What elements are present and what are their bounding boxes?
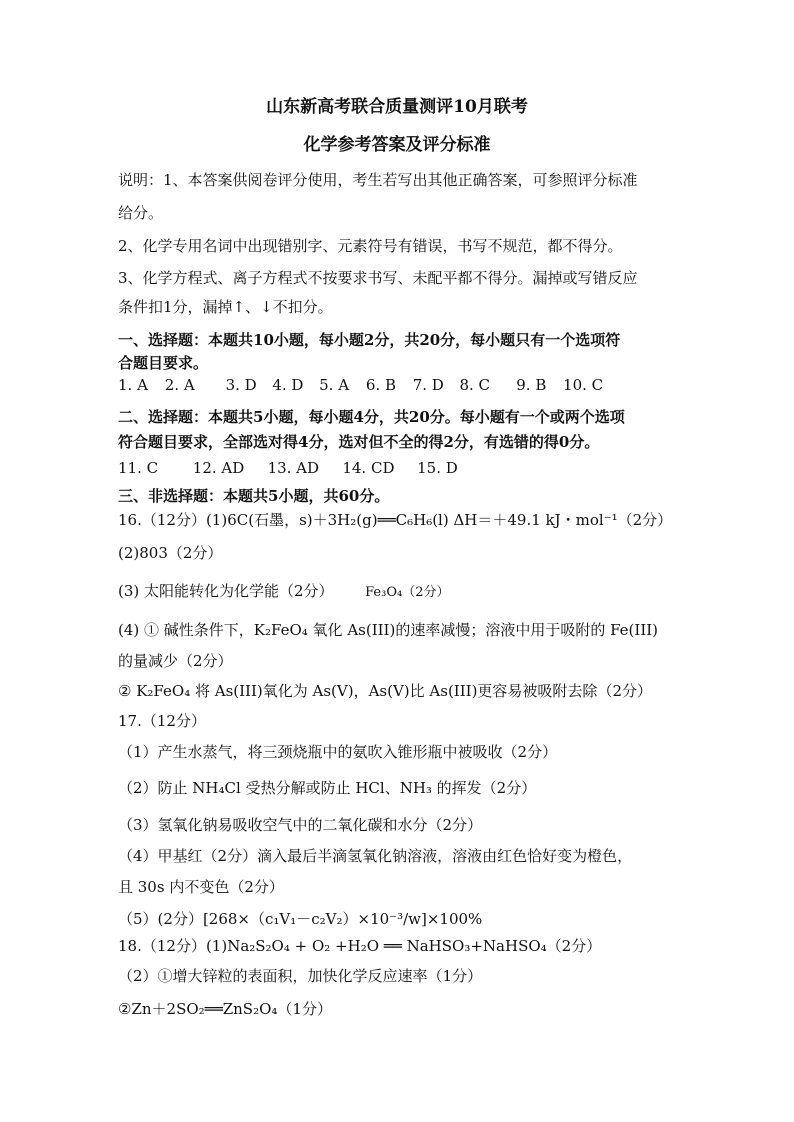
answer-10: 10. C bbox=[563, 376, 604, 394]
answer-3: 3. D bbox=[225, 376, 257, 394]
answer-11: 11. C bbox=[118, 459, 159, 477]
section2-heading-2: 符合题目要求，全部选对得4分，选对但不全的得2分，有选错的得0分。 bbox=[118, 433, 600, 451]
note-line-2: 给分。 bbox=[118, 204, 164, 222]
q16-line-1: 16.（12分）(1)6C(石墨，s)＋3H₂(g)══C₆H₆(l) ΔH＝＋49.1 kJ・mol⁻¹（2分） bbox=[118, 511, 673, 529]
q17-line-6: 且 30s 内不变色（2分） bbox=[118, 878, 284, 896]
q16-part3-answer: (3) 太阳能转化为化学能（2分） bbox=[118, 582, 334, 600]
q18-line-1: 18.（12分）(1)Na₂S₂O₄ + O₂ +H₂O ══ NaHSO₃+NaHSO₄（2分） bbox=[118, 937, 602, 955]
answer-1: 1. A bbox=[118, 376, 148, 394]
answer-2: 2. A bbox=[164, 376, 195, 394]
q16-line-4: (4) ① 碱性条件下，K₂FeO₄ 氧化 As(III)的速率减慢；溶液中用于吸附的 Fe(III) bbox=[118, 621, 659, 639]
answer-4: 4. D bbox=[272, 376, 304, 394]
note-line-3: 2、化学专用名词中出现错别字、元素符号有错误，书写不规范，都不得分。 bbox=[118, 237, 623, 255]
answer-9: 9. B bbox=[516, 376, 547, 394]
q18-line-3: ②Zn＋2SO₂══ZnS₂O₄（1分） bbox=[118, 1000, 332, 1018]
section3-heading: 三、非选择题：本题共5小题，共60分。 bbox=[118, 487, 390, 505]
q16-line-2: (2)803（2分） bbox=[118, 544, 223, 562]
note-line-4: 3、化学方程式、离子方程式不按要求书写、未配平都不得分。漏掉或写错反应 bbox=[118, 269, 638, 287]
q17-line-3: （2）防止 NH₄Cl 受热分解或防止 HCl、NH₃ 的挥发（2分） bbox=[118, 779, 537, 797]
q16-line-5: 的量减少（2分） bbox=[118, 652, 233, 670]
answer-13: 13. AD bbox=[267, 459, 320, 477]
q16-line-6: ② K₂FeO₄ 将 As(III)氧化为 As(V)，As(V)比 As(III)更容易被吸附去除（2分） bbox=[118, 682, 652, 700]
answer-7: 7. D bbox=[412, 376, 444, 394]
q18-line-2: （2）①增大锌粒的表面积，加快化学反应速率（1分） bbox=[118, 967, 483, 985]
answer-14: 14. CD bbox=[342, 459, 395, 477]
note-line-1: 说明：1、本答案供阅卷评分使用，考生若写出其他正确答案，可参照评分标准 bbox=[118, 171, 638, 189]
section2-heading-1: 二、选择题：本题共5小题，每小题4分，共20分。每小题有一个或两个选项 bbox=[118, 408, 625, 426]
answer-8: 8. C bbox=[459, 376, 491, 394]
answer-15: 15. D bbox=[417, 459, 458, 477]
document-title: 山东新高考联合质量测评10月联考 bbox=[266, 97, 528, 117]
section1-answers bbox=[118, 375, 605, 395]
section1-heading-2: 合题目要求。 bbox=[118, 354, 209, 372]
q17-line-4: （3）氢氧化钠易吸收空气中的二氧化碳和水分（2分） bbox=[118, 816, 483, 834]
q17-line-1: 17.（12分） bbox=[118, 712, 206, 730]
section1-heading-1: 一、选择题：本题共10小题，每小题2分，共20分，每小题只有一个选项符 bbox=[118, 331, 621, 349]
answer-6: 6. B bbox=[365, 376, 397, 394]
q16-line-3 bbox=[118, 581, 449, 603]
section2-answers bbox=[118, 458, 467, 478]
document-subtitle: 化学参考答案及评分标准 bbox=[303, 135, 491, 155]
answer-5: 5. A bbox=[319, 376, 350, 394]
answer-12: 12. AD bbox=[192, 459, 245, 477]
note-line-5: 条件扣1分，漏掉↑、↓不扣分。 bbox=[118, 298, 333, 316]
q17-line-7: （5）(2分）[268×（c₁V₁－c₂V₂）×10⁻³/w]×100% bbox=[118, 910, 483, 928]
q16-part3-formula: Fe₃O₄（2分） bbox=[365, 585, 450, 600]
q17-line-2: （1）产生水蒸气，将三颈烧瓶中的氨吹入锥形瓶中被吸收（2分） bbox=[118, 743, 558, 761]
q17-line-5: （4）甲基红（2分）滴入最后半滴氢氧化钠溶液，溶液由红色恰好变为橙色， bbox=[118, 847, 633, 865]
